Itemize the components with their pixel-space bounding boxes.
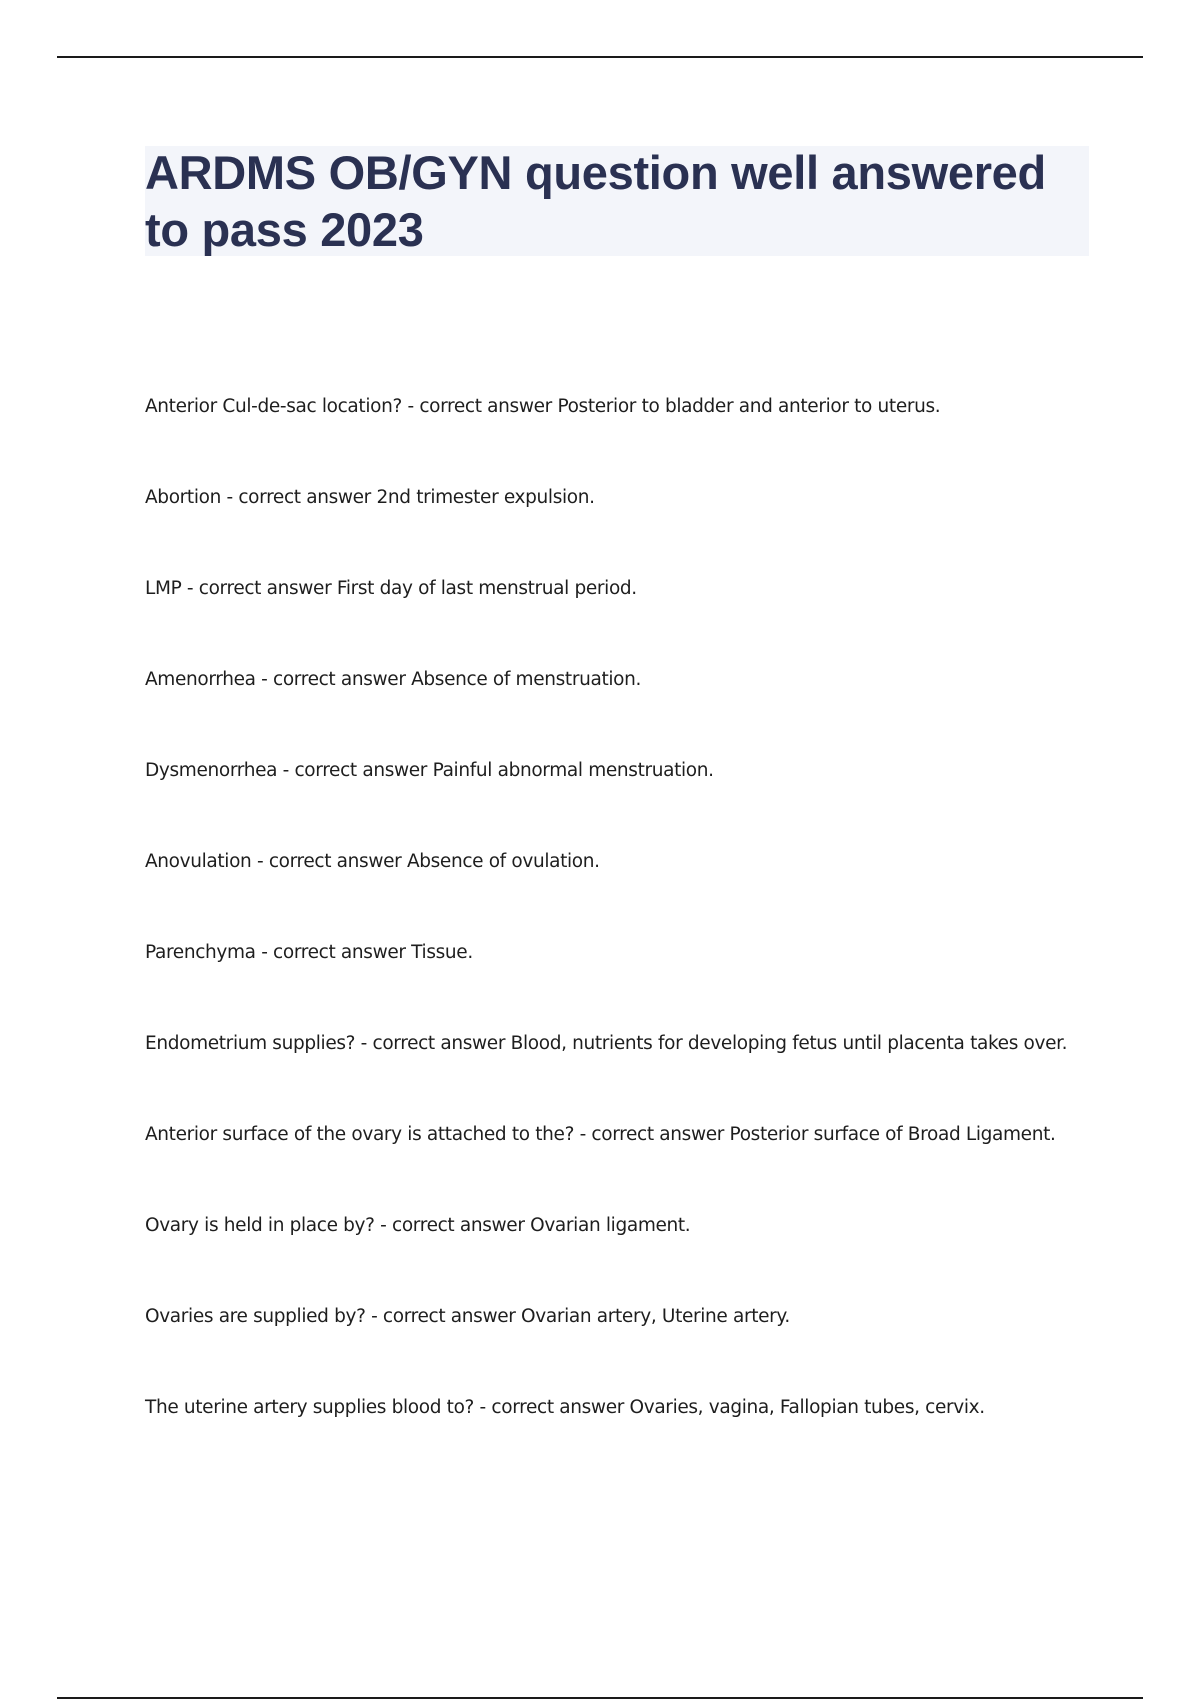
answer-text: 2nd trimester expulsion. xyxy=(376,487,595,508)
question-text: Anovulation xyxy=(145,851,252,872)
answer-text: Posterior to bladder and anterior to uterus. xyxy=(557,396,941,417)
qa-item xyxy=(145,576,1145,667)
answer-text: Ovarian artery, Uterine artery. xyxy=(521,1306,790,1327)
answer-text: First day of last menstrual period. xyxy=(336,578,637,599)
qa-item xyxy=(145,1304,1145,1395)
qa-item xyxy=(145,849,1145,940)
answer-text: Tissue. xyxy=(411,942,473,963)
page-title: ARDMS OB/GYN question well answered to pass 2023 xyxy=(145,146,1046,256)
answer-separator: - correct answer xyxy=(220,487,377,508)
answer-text: Blood, nutrients for developing fetus until placenta takes over. xyxy=(510,1033,1068,1054)
question-text: Endometrium supplies? xyxy=(145,1033,356,1054)
answer-separator: - correct answer xyxy=(355,1033,511,1054)
qa-item xyxy=(145,758,1145,849)
answer-separator: - correct answer xyxy=(255,669,412,690)
qa-item xyxy=(145,667,1145,758)
question-text: Anterior Cul-de-sac location? xyxy=(145,396,402,417)
bottom-divider xyxy=(57,1697,1143,1699)
answer-separator: - correct answer xyxy=(401,396,558,417)
qa-item xyxy=(145,485,1145,576)
answer-separator: - correct answer xyxy=(474,1397,630,1418)
answer-separator: - correct answer xyxy=(277,760,433,781)
qa-item xyxy=(145,1031,1145,1122)
answer-text: Painful abnormal menstruation. xyxy=(432,760,714,781)
qa-item xyxy=(145,940,1145,1031)
qa-item xyxy=(145,1395,1145,1486)
answer-separator: - correct answer xyxy=(251,851,407,872)
qa-list xyxy=(145,394,1145,1486)
answer-separator: - correct answer xyxy=(374,1215,531,1236)
answer-separator: - correct answer xyxy=(255,942,412,963)
question-text: Ovary is held in place by? xyxy=(145,1215,375,1236)
question-text: Abortion xyxy=(145,487,221,508)
question-text: Dysmenorrhea xyxy=(145,760,278,781)
answer-separator: - correct answer xyxy=(365,1306,522,1327)
answer-text: Ovaries, vagina, Fallopian tubes, cervix. xyxy=(629,1397,985,1418)
question-text: The uterine artery supplies blood to? xyxy=(145,1397,475,1418)
answer-text: Posterior surface of Broad Ligament. xyxy=(729,1124,1056,1145)
answer-separator: - correct answer xyxy=(181,578,337,599)
qa-item xyxy=(145,1213,1145,1304)
answer-text: Absence of menstruation. xyxy=(411,669,642,690)
question-text: Amenorrhea xyxy=(145,669,256,690)
question-text: LMP xyxy=(145,578,182,599)
question-text: Anterior surface of the ovary is attached to the? xyxy=(145,1124,575,1145)
top-divider xyxy=(57,56,1143,58)
qa-item xyxy=(145,394,1145,485)
question-text: Ovaries are supplied by? xyxy=(145,1306,366,1327)
answer-text: Absence of ovulation. xyxy=(406,851,600,872)
answer-separator: - correct answer xyxy=(574,1124,730,1145)
answer-text: Ovarian ligament. xyxy=(530,1215,691,1236)
question-text: Parenchyma xyxy=(145,942,256,963)
qa-item xyxy=(145,1122,1145,1213)
